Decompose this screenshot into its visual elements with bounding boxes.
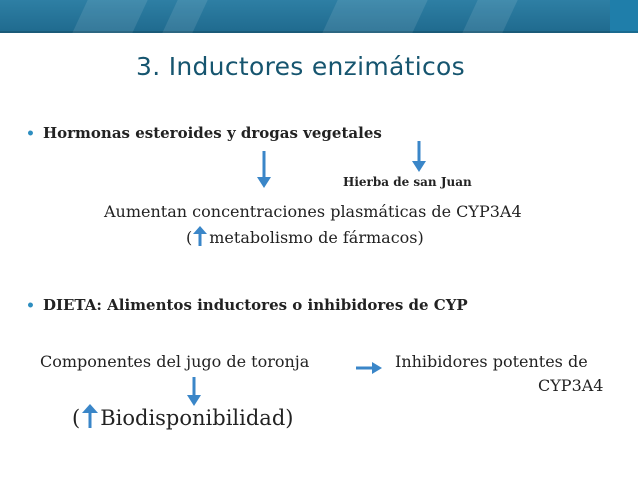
slide-title: 3. Inductores enzimáticos <box>136 52 465 81</box>
metabolismo-label: metabolismo de fármacos) <box>209 228 424 247</box>
paren-open: ( <box>72 406 81 430</box>
bullet-text: DIETA: Alimentos inductores o inhibidores de CYP <box>42 296 468 314</box>
top-banner <box>0 0 638 33</box>
metabolismo-text <box>186 226 424 247</box>
biodisponibilidad-label: Biodisponibilidad) <box>100 406 294 430</box>
arrow-up-icon <box>82 404 98 428</box>
arrow-right-icon <box>356 361 382 375</box>
hierba-label: Hierba de san Juan <box>343 175 472 189</box>
inhibidores-line2: CYP3A4 <box>538 376 604 395</box>
banner-accent <box>610 0 638 33</box>
bullet-dieta <box>26 296 468 314</box>
inhibidores-line1: Inhibidores potentes de <box>395 352 588 371</box>
banner-stripe <box>462 0 517 33</box>
banner-stripe <box>162 0 207 33</box>
biodisponibilidad-text <box>72 404 293 430</box>
arrow-down-icon <box>256 151 272 189</box>
aumentan-text: Aumentan concentraciones plasmáticas de CYP3A4 <box>104 202 522 221</box>
banner-edge <box>0 31 638 33</box>
bullet-marker: • <box>26 298 35 314</box>
banner-stripe <box>322 0 427 33</box>
bullet-hormonas <box>26 124 382 142</box>
banner-stripe <box>72 0 147 33</box>
bullet-text: Hormonas esteroides y drogas vegetales <box>42 124 382 142</box>
bullet-marker: • <box>26 126 35 142</box>
arrow-down-icon <box>411 141 427 173</box>
arrow-down-icon <box>186 377 202 407</box>
paren-open: ( <box>186 228 193 247</box>
arrow-up-icon <box>193 226 207 246</box>
componentes-text: Componentes del jugo de toronja <box>40 352 310 371</box>
